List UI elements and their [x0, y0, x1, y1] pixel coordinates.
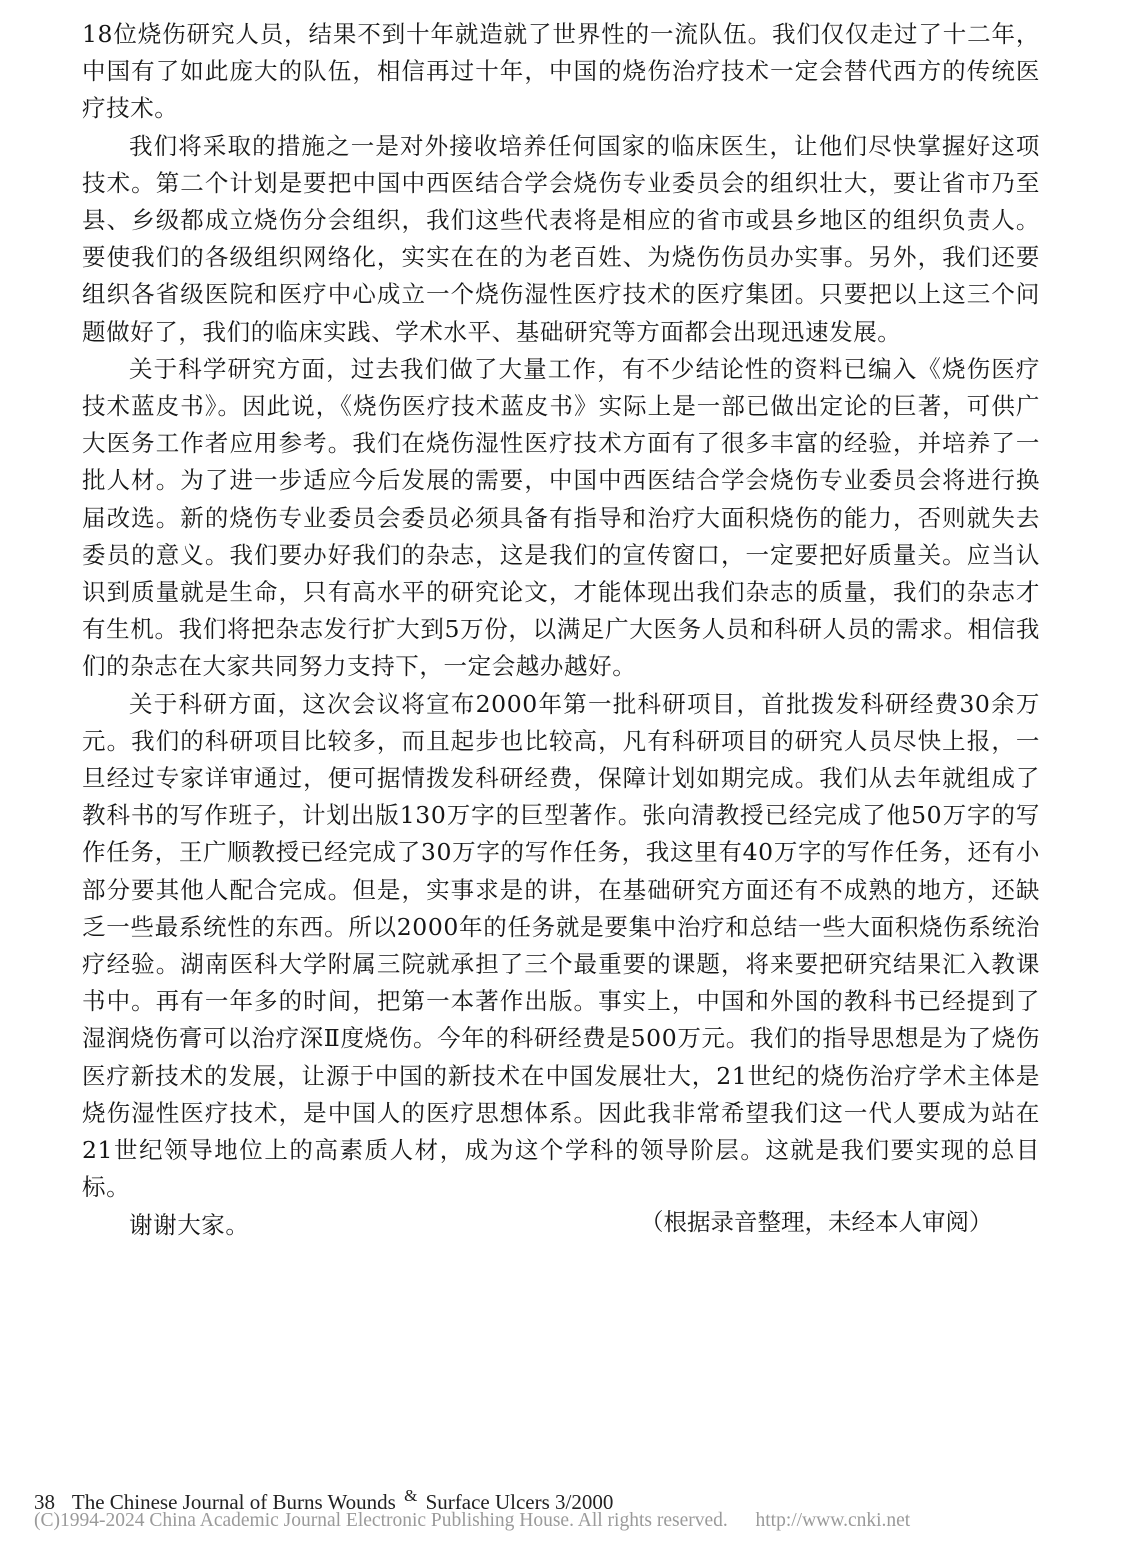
- paragraph-research-funding: 关于科研方面，这次会议将宣布2000年第一批科研项目，首批拨发科研经费30余万元。我们的科研项目比较多，而且起步也比较高，凡有科研项目的研究人员尽快上报，一旦经过专家详审通过，便可据情拨发科研经费，保障计划如期完成。我们从去年就组成了教科书的写作班子，计划出版130万字的巨型著作。张向清教授已经完成了他50万字的写作任务，王广顺教授已经完成了30万字的写作任务，我这里有40万字的写作任务，还有小部分要其他人配合完成。但是，实事求是的讲，在基础研究方面还有不成熟的地方，还缺乏一些最系统性的东西。所以2000年的任务就是要集中治疗和总结一些大面积烧伤系统治疗经验。湖南医科大学附属三院就承担了三个最重要的课题，将来要把研究结果汇入教课书中。再有一年多的时间，把第一本著作出版。事实上，中国和外国的教科书已经提到了湿润烧伤膏可以治疗深Ⅱ度烧伤。今年的科研经费是500万元。我们的指导思想是为了烧伤医疗新技术的发展，让源于中国的新技术在中国发展壮大，21世纪的烧伤治疗学术主体是烧伤湿性医疗技术，是中国人的医疗思想体系。因此我非常希望我们这一代人要成为站在21世纪领导地位上的高素质人材，成为这个学科的领导阶层。这就是我们要实现的总目标。: [82, 689, 1040, 1202]
- paragraph-continuation: 18位烧伤研究人员，结果不到十年就造就了世界性的一流队伍。我们仅仅走过了十二年，中国有了如此庞大的队伍，相信再过十年，中国的烧伤治疗技术一定会替代西方的传统医疗技术。: [82, 20, 1040, 123]
- transcription-note: （根据录音整理，未经本人审阅）: [640, 1208, 993, 1236]
- article-body: [82, 16, 1040, 1244]
- paragraph-measures: 我们将采取的措施之一是对外接收培养任何国家的临床医生，让他们尽快掌握好这项技术。第二个计划是要把中国中西医结合学会烧伤专业委员会的组织壮大，要让省市乃至县、乡级都成立烧伤分会组织，我们这些代表将是相应的省市或县乡地区的组织负责人。要使我们的各级组织网络化，实实在在的为老百姓、为烧伤伤员办实事。另外，我们还要组织各省级医院和医疗中心成立一个烧伤湿性医疗技术的医疗集团。只要把以上这三个问题做好了，我们的临床实践、学术水平、基础研究等方面都会出现迅速发展。: [82, 131, 1040, 346]
- ampersand-symbol: &: [404, 1486, 418, 1505]
- copyright-line: [34, 1509, 1114, 1533]
- paragraph-scientific-research: 关于科学研究方面，过去我们做了大量工作，有不少结论性的资料已编入《烧伤医疗技术蓝皮书》。因此说，《烧伤医疗技术蓝皮书》实际上是一部已做出定论的巨著，可供广大医务工作者应用参考。我们在烧伤湿性医疗技术方面有了很多丰富的经验，并培养了一批人材。为了进一步适应今后发展的需要，中国中西医结合学会烧伤专业委员会将进行换届改选。新的烧伤专业委员会委员必须具备有指导和治疗大面积烧伤的能力，否则就失去委员的意义。我们要办好我们的杂志，这是我们的宣传窗口，一定要把好质量关。应当认识到质量就是生命，只有高水平的研究论文，才能体现出我们杂志的质量，我们的杂志才有生机。我们将把杂志发行扩大到5万份，以满足广大医务人员和科研人员的需求。相信我们的杂志在大家共同努力支持下，一定会越办越好。: [82, 354, 1040, 681]
- journal-title-part2: Surface Ulcers 3/2000: [425, 1490, 614, 1514]
- copyright-text: (C)1994-2024 China Academic Journal Electronic Publishing House. All rights reserved.: [34, 1510, 728, 1531]
- journal-title-part1: The Chinese Journal of Burns Wounds: [71, 1490, 396, 1514]
- paragraph-thanks: 谢谢大家。: [129, 1210, 250, 1239]
- cnki-url: http://www.cnki.net: [755, 1510, 911, 1531]
- page-footer: [34, 1483, 1114, 1533]
- page-number: 38: [34, 1490, 55, 1514]
